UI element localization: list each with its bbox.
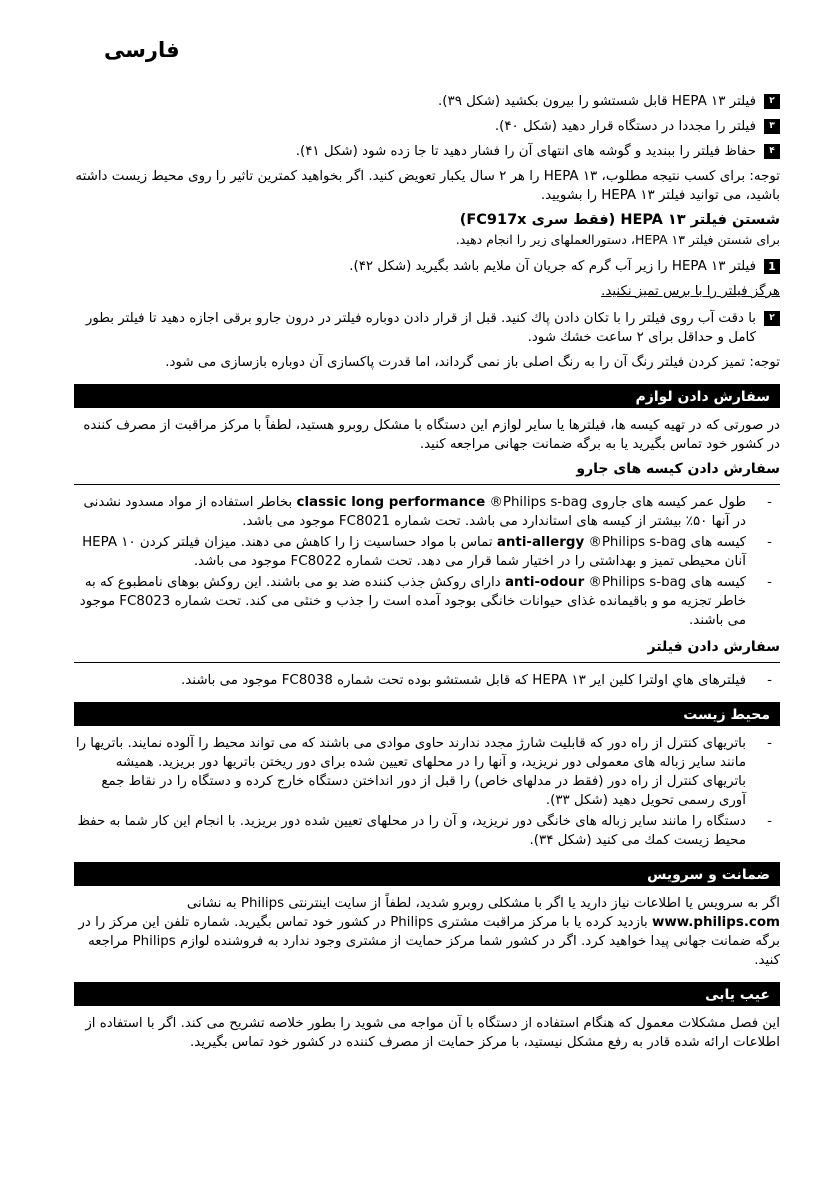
filter-step bbox=[74, 142, 780, 161]
washing-step bbox=[74, 257, 780, 276]
list-item: - کیسه های anti-allergy ®Philips s-bag تماس با مواد حساسیت زا را کاهش می دهند. میزان فیلتر کردن HEPA ۱۰ آنان محیطی تمیز و بهداشتی را در اختیار شما قرار می دهد. تحت شماره FC8022 موجود می باشد. bbox=[74, 533, 780, 571]
step-number: ۲ bbox=[764, 311, 780, 326]
step-number: ۲ bbox=[764, 94, 780, 109]
section-bar-environment: محیط زیست bbox=[74, 702, 780, 726]
filters-heading: سفارش دادن فیلتر bbox=[74, 638, 780, 663]
website-link[interactable]: www.philips.com bbox=[652, 915, 780, 930]
ordering-text: در صورتی که در تهیه کیسه ها، فیلترها یا سایر لوازم این دستگاه با مشکل روبرو هستید، لطفاً با مرکز مراقبت از مصرف کننده در کشور خود تماس بگیرید یا به برگه ضمانت جهانی مراجعه کنید. bbox=[83, 418, 780, 452]
bag-type: classic long performance bbox=[296, 495, 486, 510]
filters-list bbox=[74, 671, 780, 690]
section-bar-ordering: سفارش دادن لوازم bbox=[74, 384, 780, 408]
section-bar-guarantee: ضمانت و سرویس bbox=[74, 862, 780, 886]
environment-list bbox=[74, 734, 780, 850]
bag-type: anti-odour bbox=[504, 575, 585, 590]
filter-step bbox=[74, 92, 780, 111]
language-title: فارسی bbox=[104, 38, 180, 62]
note-replace-filter: توجه: برای کسب نتیجه مطلوب، HEPA ۱۳ را هر ۲ سال یکبار تعویض کنید. اگر بخواهید کمترین تاثیر را روی محیط زیست داشته باشید، می توانید فیلتر HEPA ۱۳ را بشویید. bbox=[75, 169, 780, 203]
step-number: ۴ bbox=[764, 144, 780, 159]
list-item: - فیلترهای هاي اولترا کلین ایر HEPA ۱۳ که قابل شستشو بوده تحت شماره FC8038 موجود می باشند. bbox=[74, 671, 780, 690]
filter-step bbox=[74, 117, 780, 136]
bags-heading: سفارش دادن کیسه های جارو bbox=[74, 460, 780, 485]
step-number: 1 bbox=[764, 259, 780, 274]
bags-list bbox=[74, 493, 780, 630]
step-text: فیلتر را مجددا در دستگاه قرار دهید (شکل ۴۰). bbox=[494, 119, 756, 134]
step-text: با دقت آب روی فیلتر را با تکان دادن پاك كنيد. قبل از قرار دادن دوباره فیلتر در درون جارو برقی اجازه دهید تا فیلتر بطور کامل و حداقل برای ۲ ساعت خشك شود. bbox=[85, 311, 756, 345]
step-text: فیلتر HEPA ۱۳ قابل شستشو را بیرون بکشید (شکل ۳۹). bbox=[438, 94, 756, 109]
bag-type: anti-allergy bbox=[496, 535, 585, 550]
washing-note: توجه: تمیز کردن فیلتر رنگ آن را به رنگ اصلی باز نمی گرداند، اما قدرت پاکسازی آن دوباره بازسازی می شود. bbox=[165, 355, 780, 370]
list-item: - طول عمر کیسه های جاروی classic long performance ®Philips s-bag بخاطر استفاده از مواد مسدود نشدنی در آنها ۵۰٪ بیشتر از کیسه های استاندارد می باشد. تحت شماره FC8021 موجود می باشد. bbox=[74, 493, 780, 531]
step-text: فیلتر HEPA ۱۳ را زیر آب گرم که جریان آن ملایم باشد بگیرید (شکل ۴۲). bbox=[349, 259, 756, 274]
troubleshooting-text: این فصل مشکلات معمول که هنگام استفاده از دستگاه با آن مواجه می شوید را بطور خلاصه تشریح می کند. اگر با استفاده از اطلاعات ارائه شده قادر به رفع مشکل نیستید، با مرکز حمایت از مصرف کننده در کشور خود تماس بگیرید. bbox=[85, 1016, 780, 1050]
washing-step bbox=[74, 309, 780, 347]
washing-warning: هرگز فیلتر را با برس تمیز نکنید. bbox=[601, 284, 780, 299]
manual-content bbox=[74, 92, 780, 1058]
section-bar-troubleshooting: عیب یابی bbox=[74, 982, 780, 1006]
list-item: - باتریهای کنترل از راه دور که قابلیت شارژ مجدد ندارند حاوی موادی می باشند که می تواند محیط را آلوده نمایند. باتریها را مانند سایر زباله های معمولی دور نریزید، و آنها را در محلهای تعیین شده برای دور ریختن باتریها دور بریزید. همیشه باتریهای کنترل از راه دور (فقط در مدلهای خاص) را قبل از دور انداختن دستگاه خارج کرده و دستگاه را در نقاط جمع آوری رسمی تحویل دهید (شکل ۳۳). bbox=[74, 734, 780, 810]
step-text: حفاظ فیلتر را ببندید و گوشه های انتهای آن را فشار دهید تا جا زده شود (شکل ۴۱). bbox=[295, 144, 756, 159]
list-item: - دستگاه را مانند سایر زباله های خانگی دور نریزید، و آن را در محلهای تعیین شده دور بریزید. با انجام این کار شما به حفظ محیط زیست کمك می کنید (شکل ۳۴). bbox=[74, 812, 780, 850]
step-number: ۳ bbox=[764, 119, 780, 134]
list-item: - کیسه های anti-odour ®Philips s-bag دارای روکش جذب کننده ضد بو می باشند. این روکش بوهای نامطبوع که به خاطر تجزیه مو و باقیمانده غذای حیوانات خانگی بوجود آمده است را جذب و خنثی می کند. تحت شماره FC8023 موجود می باشند. bbox=[74, 573, 780, 630]
washing-heading: شستن فیلتر HEPA ۱۳ (فقط سری FC917x) bbox=[459, 212, 780, 228]
washing-intro: برای شستن فیلتر HEPA ۱۳، دستورالعملهای زیر را انجام دهید. bbox=[455, 232, 780, 247]
guarantee-text: اگر به سرویس یا اطلاعات نیاز دارید یا اگر با مشکلی روبرو شدید، لطفاً از سایت اینترنتی Philips به نشانی www.philips.com بازدید کرده یا با مرکز مراقبت مشتری Philips در کشور خود تماس بگیرید. شماره تلفن این مرکز را در برگه ضمانت جهانی پیدا خواهید کرد. اگر در کشور شما مرکز حمایت از مشتری وجود ندارد به فروشنده لوازم Philips مراجعه کنید. bbox=[78, 896, 780, 968]
